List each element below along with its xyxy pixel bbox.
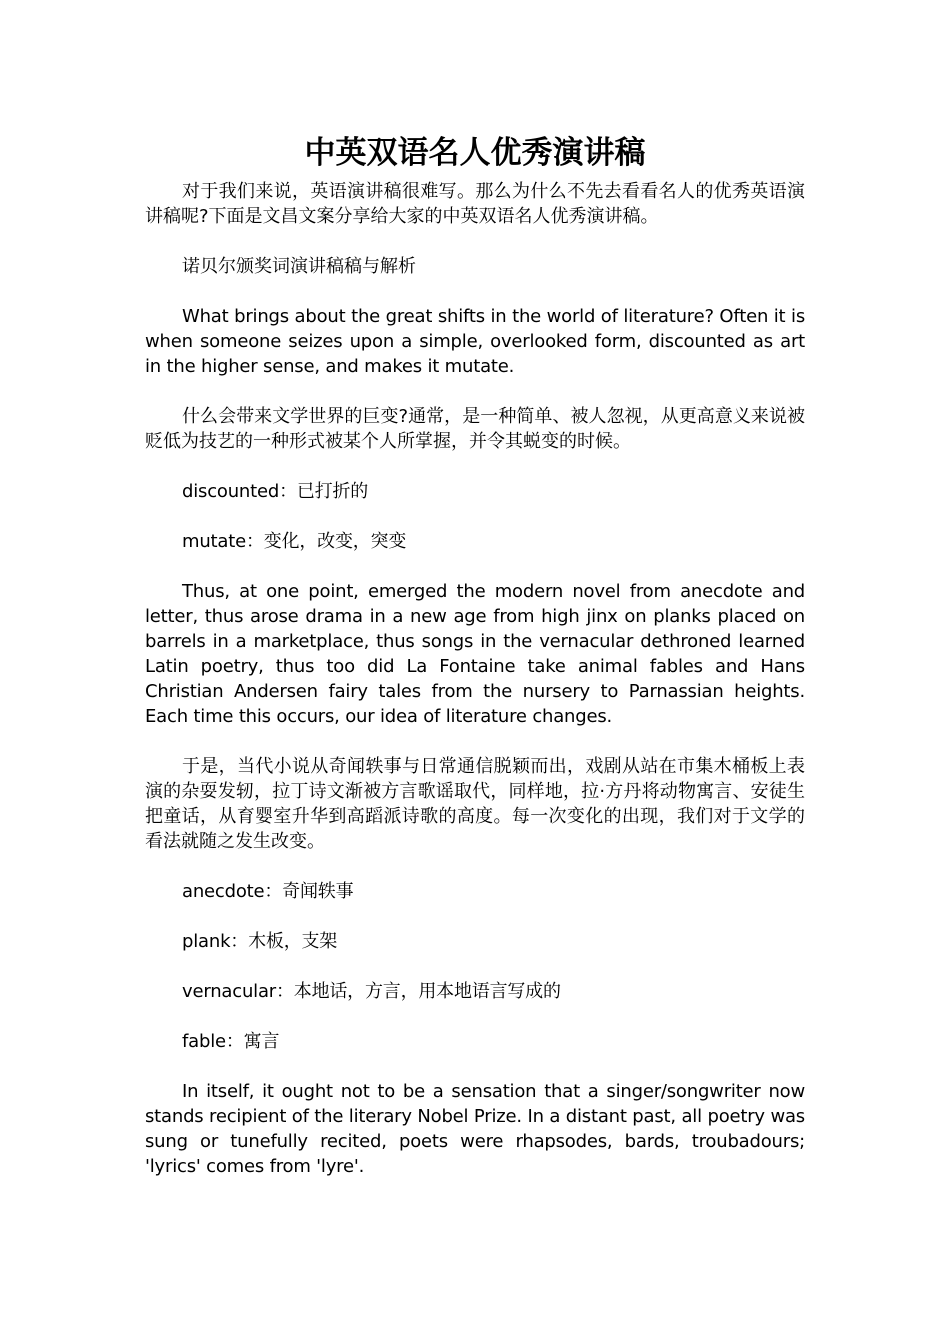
intro-paragraph: 对于我们来说，英语演讲稿很难写。那么为什么不先去看看名人的优秀英语演讲稿呢?下面是文昌文案分享给大家的中英双语名人优秀演讲稿。 [145, 181, 805, 227]
vocab-anecdote: anecdote：奇闻轶事 [182, 881, 354, 902]
english-paragraph-2: Thus, at one point, emerged the modern novel from anecdote and letter, thus arose drama in a new age from high jinx on planks placed on barrels in a marketplace, thus songs in the vernacular dethroned learned Latin poetry, thus too did La Fontaine take animal fables and Hans Christian Andersen fairy tales from the nursery to Parnassian heights. Each time this occurs, our idea of literature changes. [145, 581, 805, 727]
vocab-plank: plank：木板，支架 [182, 931, 338, 952]
section-heading: 诺贝尔颁奖词演讲稿稿与解析 [182, 256, 416, 277]
vocab-fable: fable：寓言 [182, 1031, 280, 1052]
document-title: 中英双语名人优秀演讲稿 [304, 135, 646, 171]
english-paragraph-1: What brings about the great shifts in the world of literature? Often it is when someone seizes upon a simple, overlooked form, discounted as art in the higher sense, and makes it mutate. [145, 306, 805, 377]
document-page [145, 125, 805, 1204]
vocab-mutate: mutate：变化，改变，突变 [182, 531, 407, 552]
chinese-paragraph-2: 于是，当代小说从奇闻轶事与日常通信脱颖而出，戏剧从站在市集木桶板上表演的杂耍发轫，拉丁诗文渐被方言歌谣取代，同样地，拉·方丹将动物寓言、安徒生把童话，从育婴室升华到高蹈派诗歌的高度。每一次变化的出现，我们对于文学的看法就随之发生改变。 [145, 756, 805, 852]
vocab-discounted: discounted：已打折的 [182, 481, 369, 502]
vocab-vernacular: vernacular：本地话，方言，用本地语言写成的 [182, 981, 561, 1002]
english-paragraph-3: In itself, it ought not to be a sensation that a singer/songwriter now stands recipient of the literary Nobel Prize. In a distant past, all poetry was sung or tunefully recited, poets were rhapsodes, bards, troubadours; 'lyrics' comes from 'lyre'. [145, 1081, 805, 1177]
chinese-paragraph-1: 什么会带来文学世界的巨变?通常，是一种简单、被人忽视，从更高意义来说被贬低为技艺的一种形式被某个人所掌握，并令其蜕变的时候。 [145, 406, 805, 452]
